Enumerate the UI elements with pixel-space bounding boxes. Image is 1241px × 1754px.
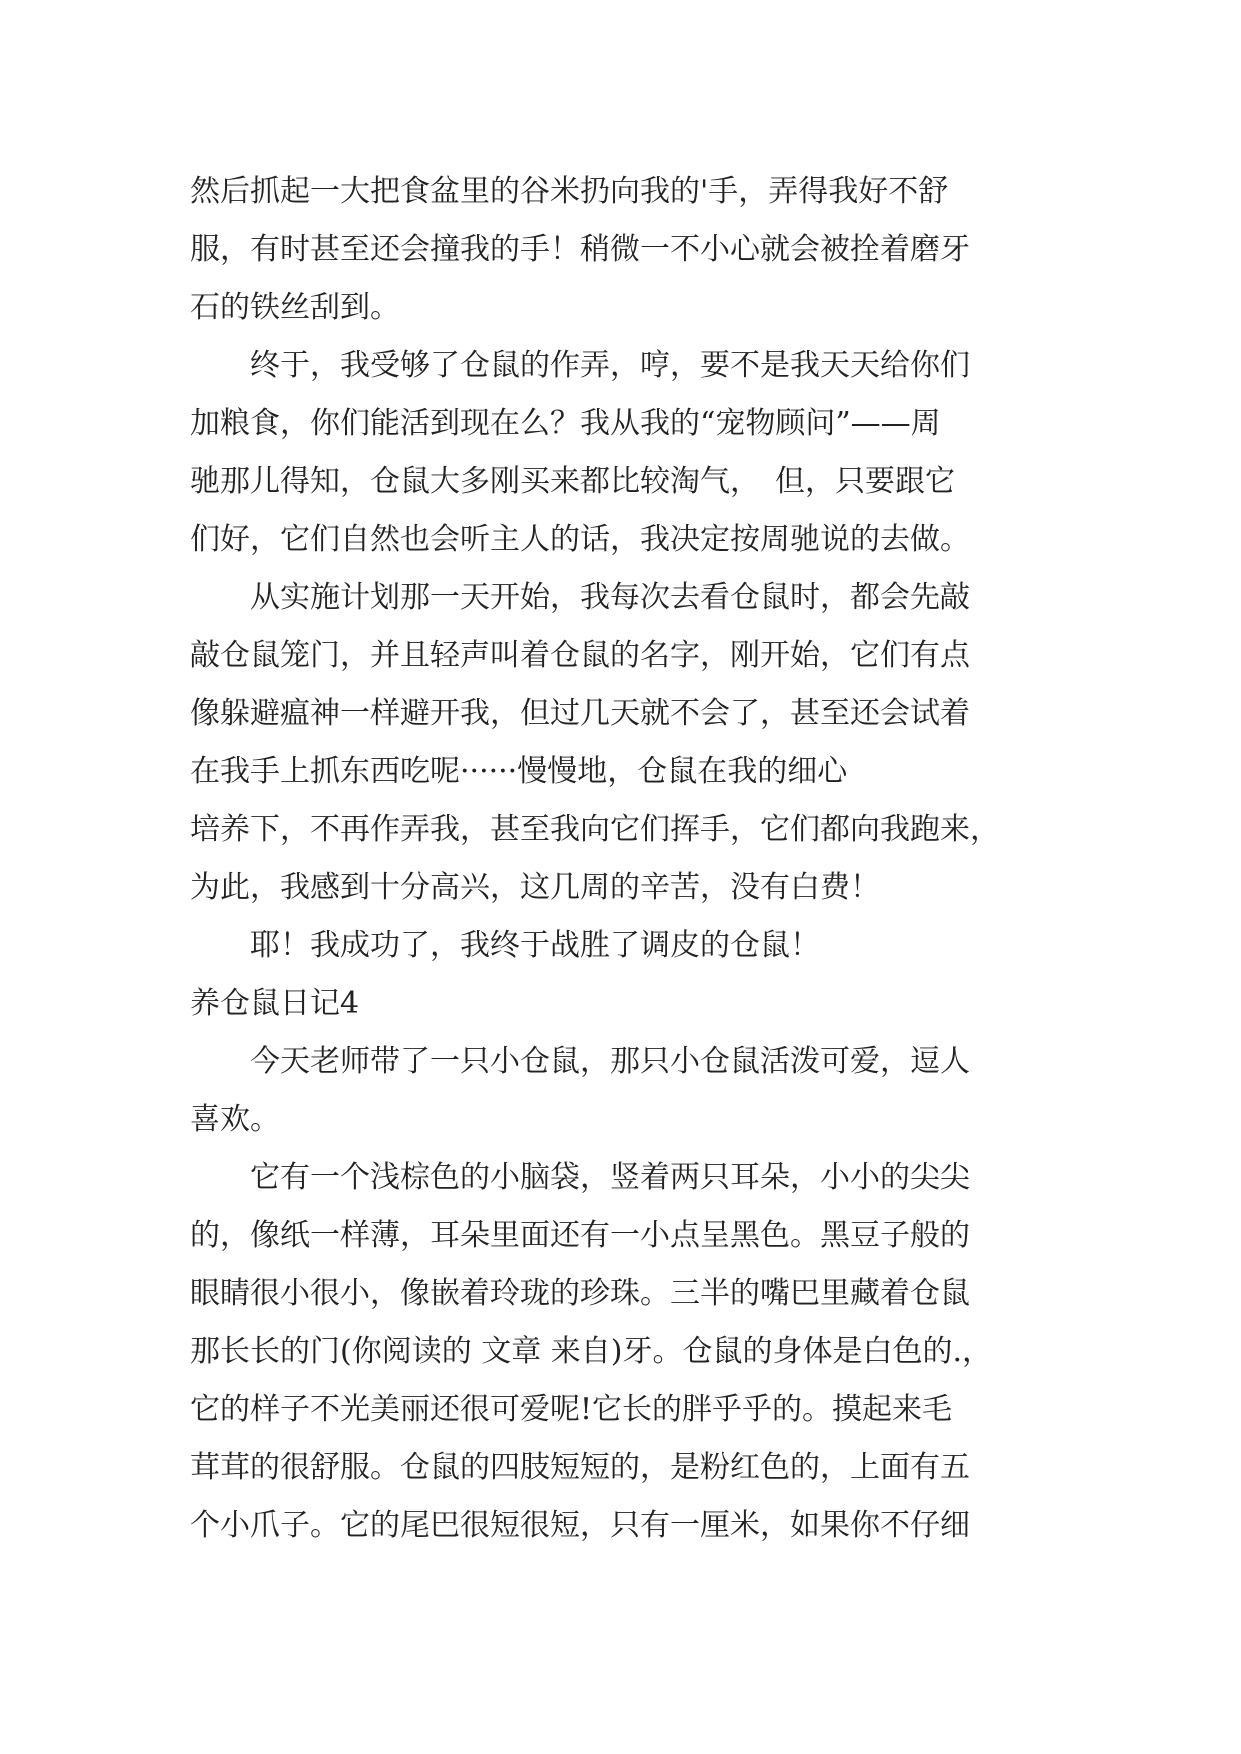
text-line: 敲仓鼠笼门，并且轻声叫着仓鼠的名字，刚开始，它们有点: [190, 638, 970, 673]
text-line: 驰那儿得知，仓鼠大多刚买来都比较淘气， 但，只要跟它: [190, 464, 955, 499]
document-body: [190, 163, 1070, 1555]
text-line: 个小爪子。它的尾巴很短很短，只有一厘米，如果你不仔细: [190, 1508, 970, 1543]
text-line: 们好，它们自然也会听主人的话，我决定按周驰说的去做。: [190, 522, 970, 557]
text-line: 终于，我受够了仓鼠的作弄，哼，要不是我天天给你们: [190, 348, 970, 383]
text-line: 耶！我成功了，我终于战胜了调皮的仓鼠！: [190, 928, 820, 963]
text-line: 为此，我感到十分高兴，这几周的辛苦，没有白费！: [190, 870, 880, 905]
text-line: 在我手上抓东西吃呢······慢慢地，仓鼠在我的细心: [190, 754, 848, 789]
text-line: 那长长的门(你阅读的 文章 来自)牙。仓鼠的身体是白色的.，: [190, 1334, 993, 1369]
text-line: 眼睛很小很小，像嵌着玲珑的珍珠。三半的嘴巴里藏着仓鼠: [190, 1276, 970, 1311]
text-line: 像躲避瘟神一样避开我，但过几天就不会了，甚至还会试着: [190, 696, 970, 731]
text-line: 茸茸的很舒服。仓鼠的四肢短短的，是粉红色的，上面有五: [190, 1450, 970, 1485]
section-heading: 养仓鼠日记4: [190, 986, 360, 1021]
text-line: 然后抓起一大把食盆里的谷米扔向我的'手，弄得我好不舒: [190, 174, 949, 209]
text-line: 它有一个浅棕色的小脑袋，竖着两只耳朵，小小的尖尖: [190, 1160, 970, 1195]
text-line: 今天老师带了一只小仓鼠，那只小仓鼠活泼可爱，逗人: [190, 1044, 970, 1079]
text-line: 它的样子不光美丽还很可爱呢!它长的胖乎乎的。摸起来毛: [190, 1392, 953, 1427]
text-line: 加粮食，你们能活到现在么？我从我的“宠物顾问”——周: [190, 406, 941, 441]
text-line: 的，像纸一样薄，耳朵里面还有一小点呈黑色。黑豆子般的: [190, 1218, 970, 1253]
text-line: 喜欢。: [190, 1102, 280, 1137]
text-line: 服，有时甚至还会撞我的手！稍微一不小心就会被拴着磨牙: [190, 232, 970, 267]
text-line: 培养下，不再作弄我，甚至我向它们挥手，它们都向我跑来，: [190, 812, 1000, 847]
text-line: 从实施计划那一天开始，我每次去看仓鼠时，都会先敲: [190, 580, 970, 615]
text-line: 石的铁丝刮到。: [190, 290, 400, 325]
